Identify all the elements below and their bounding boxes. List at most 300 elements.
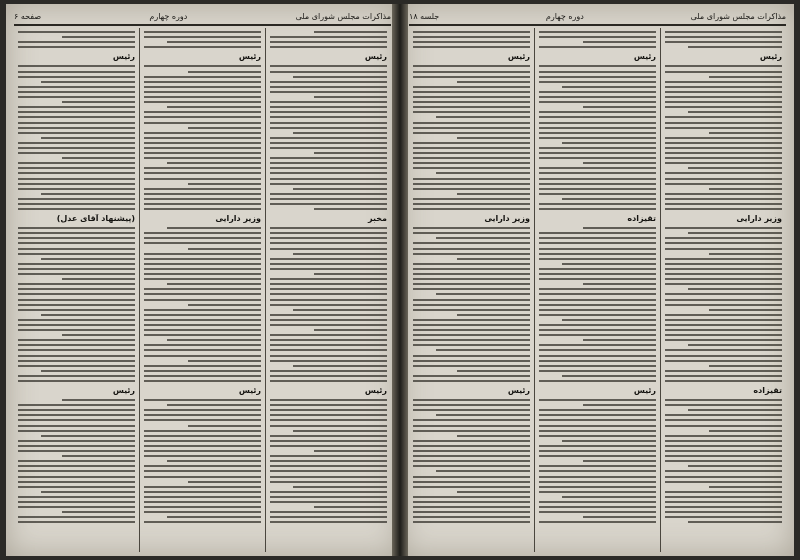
text-line — [413, 232, 530, 234]
text-line — [62, 455, 135, 457]
text-line — [665, 31, 782, 33]
text-line — [293, 253, 387, 255]
text-line — [144, 142, 261, 144]
text-line — [413, 41, 530, 43]
text-line — [665, 203, 782, 205]
text-line — [144, 344, 261, 346]
text-line — [539, 46, 656, 48]
text-line — [41, 81, 135, 83]
text-line — [18, 409, 135, 411]
text-line — [413, 208, 530, 210]
text-line — [539, 450, 656, 452]
text-line — [413, 334, 530, 336]
text-line — [18, 96, 135, 98]
text-line — [413, 419, 530, 421]
text-line — [539, 476, 656, 478]
text-line — [665, 481, 782, 483]
text-line — [270, 268, 387, 270]
text-line — [413, 203, 530, 205]
text-line — [18, 445, 135, 447]
text-line — [436, 116, 530, 118]
text-line — [665, 476, 782, 478]
text-line — [144, 232, 261, 234]
left-page — [6, 4, 400, 556]
text-line — [314, 152, 387, 154]
text-line — [144, 122, 261, 124]
text-line — [270, 183, 387, 185]
text-line — [665, 122, 782, 124]
text-line — [18, 299, 135, 301]
text-line — [413, 242, 530, 244]
text-line — [144, 370, 261, 372]
text-line — [665, 106, 782, 108]
text-line — [583, 162, 656, 164]
text-line — [413, 101, 530, 103]
text-line — [270, 283, 387, 285]
column-heading: تقیزاده — [753, 386, 782, 395]
text-line — [62, 278, 135, 280]
text-line — [167, 162, 261, 164]
text-line — [539, 116, 656, 118]
text-line — [270, 299, 387, 301]
text-line — [539, 486, 656, 488]
text-line — [18, 65, 135, 67]
text-line — [665, 516, 782, 518]
text-line — [144, 36, 261, 38]
right-page — [400, 4, 794, 556]
text-line — [270, 419, 387, 421]
text-line — [18, 46, 135, 48]
text-line — [270, 481, 387, 483]
text-line — [18, 476, 135, 478]
text-line — [18, 152, 135, 154]
text-line — [539, 288, 656, 290]
text-line — [270, 435, 387, 437]
text-line — [270, 409, 387, 411]
text-line — [293, 188, 387, 190]
text-line — [539, 183, 656, 185]
text-line — [18, 232, 135, 234]
text-line — [18, 41, 135, 43]
text-line — [539, 329, 656, 331]
text-line — [665, 375, 782, 377]
text-line — [539, 81, 656, 83]
text-line — [413, 465, 530, 467]
text-line — [144, 375, 261, 377]
left-page-header — [14, 10, 391, 26]
text-line — [18, 91, 135, 93]
text-line — [709, 486, 782, 488]
text-line — [270, 172, 387, 174]
text-line — [18, 419, 135, 421]
text-line — [583, 516, 656, 518]
text-line — [18, 481, 135, 483]
text-line — [144, 288, 261, 290]
text-line — [144, 445, 261, 447]
text-line — [18, 227, 135, 229]
text-line — [539, 152, 656, 154]
text-line — [413, 355, 530, 357]
text-line — [18, 375, 135, 377]
text-line — [270, 339, 387, 341]
text-line — [188, 425, 261, 427]
text-line — [709, 309, 782, 311]
column-heading: رئیس — [112, 386, 135, 395]
text-line — [18, 414, 135, 416]
text-line — [270, 516, 387, 518]
text-line — [539, 232, 656, 234]
text-line — [144, 511, 261, 513]
text-line — [665, 314, 782, 316]
text-line — [188, 127, 261, 129]
left-header-right: مذاکرات مجلس شورای ملی — [295, 11, 391, 21]
text-line — [413, 409, 530, 411]
text-line — [270, 349, 387, 351]
text-line — [539, 511, 656, 513]
text-line — [413, 501, 530, 503]
text-line — [539, 409, 656, 411]
text-line — [413, 304, 530, 306]
text-line — [188, 71, 261, 73]
text-line — [562, 86, 656, 88]
text-line — [665, 455, 782, 457]
text-line — [562, 198, 656, 200]
text-line — [665, 248, 782, 250]
text-line — [41, 435, 135, 437]
text-line — [167, 339, 261, 341]
text-line — [665, 157, 782, 159]
text-line — [62, 157, 135, 159]
text-line — [539, 172, 656, 174]
text-line — [62, 101, 135, 103]
text-line — [144, 242, 261, 244]
text-line — [562, 142, 656, 144]
text-line — [539, 268, 656, 270]
text-line — [665, 501, 782, 503]
text-line — [18, 116, 135, 118]
text-line — [539, 501, 656, 503]
column-heading: رئیس — [112, 52, 135, 62]
text-line — [188, 360, 261, 362]
text-line — [413, 476, 530, 478]
text-line — [688, 288, 782, 290]
text-line — [413, 299, 530, 301]
text-line — [413, 31, 530, 33]
left-header-center: دوره چهارم — [149, 11, 188, 21]
text-line — [270, 162, 387, 164]
text-line — [144, 399, 261, 401]
text-line — [665, 445, 782, 447]
text-line — [270, 147, 387, 149]
text-line — [62, 399, 135, 401]
text-line — [62, 334, 135, 336]
text-line — [144, 278, 261, 280]
text-line — [709, 132, 782, 134]
text-line — [314, 31, 387, 33]
text-line — [144, 355, 261, 357]
text-line — [270, 41, 387, 43]
text-line — [665, 71, 782, 73]
text-line — [539, 273, 656, 275]
text-line — [665, 355, 782, 357]
text-line — [144, 293, 261, 295]
text-line — [144, 157, 261, 159]
text-line — [293, 486, 387, 488]
text-line — [293, 132, 387, 134]
text-line — [413, 106, 530, 108]
text-line — [270, 501, 387, 503]
text-line — [18, 319, 135, 321]
text-line — [539, 258, 656, 260]
text-line — [270, 258, 387, 260]
text-line — [167, 41, 261, 43]
text-line — [18, 304, 135, 306]
text-line — [583, 106, 656, 108]
text-line — [144, 329, 261, 331]
text-line — [270, 293, 387, 295]
text-line — [314, 96, 387, 98]
text-line — [665, 414, 782, 416]
text-line — [314, 329, 387, 331]
text-line — [144, 496, 261, 498]
text-line — [583, 460, 656, 462]
column-heading: رئیس — [238, 52, 261, 62]
text-line — [18, 86, 135, 88]
text-line — [167, 283, 261, 285]
text-line — [413, 404, 530, 406]
text-line — [62, 511, 135, 513]
text-line — [18, 293, 135, 295]
text-line — [413, 450, 530, 452]
text-line — [144, 414, 261, 416]
text-line — [270, 106, 387, 108]
text-line — [665, 263, 782, 265]
text-line — [413, 36, 530, 38]
text-line — [144, 258, 261, 260]
text-line — [539, 380, 656, 382]
text-line — [539, 344, 656, 346]
column-heading: تقیزاده — [627, 214, 656, 224]
text-line — [144, 172, 261, 174]
text-line — [293, 365, 387, 367]
text-line — [583, 283, 656, 285]
text-line — [18, 172, 135, 174]
text-line — [144, 309, 261, 311]
text-line — [413, 445, 530, 447]
text-line — [665, 152, 782, 154]
text-line — [413, 329, 530, 331]
text-line — [18, 360, 135, 362]
text-line — [665, 96, 782, 98]
text-line — [665, 511, 782, 513]
text-line — [413, 248, 530, 250]
text-line — [270, 470, 387, 472]
text-line — [270, 116, 387, 118]
text-line — [18, 253, 135, 255]
text-line — [41, 137, 135, 139]
column-heading: رئیس — [364, 386, 387, 395]
text-line — [665, 506, 782, 508]
text-line — [665, 258, 782, 260]
text-line — [270, 491, 387, 493]
text-line — [665, 419, 782, 421]
text-line — [144, 465, 261, 467]
text-line — [665, 278, 782, 280]
text-line — [188, 183, 261, 185]
text-line — [413, 111, 530, 113]
text-line — [314, 450, 387, 452]
text-line — [665, 208, 782, 210]
text-line — [665, 349, 782, 351]
text-line — [539, 237, 656, 239]
text-line — [18, 506, 135, 508]
text-line — [665, 81, 782, 83]
text-line — [413, 127, 530, 129]
text-line — [688, 111, 782, 113]
text-line — [665, 334, 782, 336]
text-line — [144, 501, 261, 503]
text-line — [583, 404, 656, 406]
text-line — [270, 137, 387, 139]
text-line — [539, 314, 656, 316]
text-line — [539, 435, 656, 437]
text-line — [18, 268, 135, 270]
text-line — [144, 435, 261, 437]
text-line — [270, 511, 387, 513]
text-line — [270, 198, 387, 200]
text-line — [539, 419, 656, 421]
text-line — [539, 157, 656, 159]
column-heading: وزیر دارایی — [736, 214, 782, 224]
text-line — [270, 242, 387, 244]
text-line — [270, 71, 387, 73]
text-line — [144, 132, 261, 134]
text-line — [188, 481, 261, 483]
text-line — [144, 324, 261, 326]
text-line — [413, 288, 530, 290]
text-line — [18, 288, 135, 290]
text-line — [539, 309, 656, 311]
text-line — [144, 147, 261, 149]
text-line — [413, 360, 530, 362]
text-line — [457, 193, 530, 195]
text-line — [665, 440, 782, 442]
text-line — [539, 36, 656, 38]
text-line — [144, 349, 261, 351]
text-line — [665, 404, 782, 406]
text-line — [539, 193, 656, 195]
text-line — [270, 476, 387, 478]
text-line — [270, 344, 387, 346]
text-line — [270, 81, 387, 83]
text-line — [539, 470, 656, 472]
text-line — [270, 455, 387, 457]
text-line — [270, 334, 387, 336]
text-line — [314, 208, 387, 210]
text-line — [167, 106, 261, 108]
text-line — [18, 76, 135, 78]
text-line — [270, 86, 387, 88]
text-line — [539, 127, 656, 129]
text-line — [144, 263, 261, 265]
text-line — [18, 147, 135, 149]
text-line — [413, 506, 530, 508]
text-line — [270, 167, 387, 169]
text-line — [665, 101, 782, 103]
text-line — [18, 127, 135, 129]
text-line — [688, 409, 782, 411]
text-line — [709, 430, 782, 432]
text-line — [144, 314, 261, 316]
text-line — [665, 172, 782, 174]
text-line — [270, 425, 387, 427]
text-line — [167, 404, 261, 406]
text-line — [18, 167, 135, 169]
text-line — [665, 183, 782, 185]
text-line — [144, 380, 261, 382]
text-line — [413, 481, 530, 483]
text-line — [144, 486, 261, 488]
text-line — [583, 339, 656, 341]
text-line — [457, 137, 530, 139]
left-header-left: صفحه ۶ — [14, 11, 42, 21]
text-line — [270, 193, 387, 195]
text-line — [270, 460, 387, 462]
text-line — [539, 304, 656, 306]
text-line — [665, 116, 782, 118]
text-line — [270, 111, 387, 113]
text-line — [665, 283, 782, 285]
text-line — [665, 65, 782, 67]
text-line — [144, 178, 261, 180]
text-line — [270, 370, 387, 372]
text-line — [665, 227, 782, 229]
text-line — [144, 86, 261, 88]
text-line — [665, 435, 782, 437]
text-line — [539, 455, 656, 457]
text-line — [18, 162, 135, 164]
text-line — [413, 365, 530, 367]
text-line — [413, 157, 530, 159]
text-line — [270, 278, 387, 280]
text-line — [688, 465, 782, 467]
text-line — [144, 208, 261, 210]
text-line — [539, 370, 656, 372]
text-line — [144, 152, 261, 154]
text-line — [665, 299, 782, 301]
text-line — [436, 414, 530, 416]
text-line — [539, 360, 656, 362]
text-line — [539, 137, 656, 139]
text-line — [665, 41, 782, 43]
text-line — [270, 360, 387, 362]
text-line — [413, 339, 530, 341]
right-column-3 — [409, 28, 534, 552]
text-line — [457, 435, 530, 437]
text-line — [18, 430, 135, 432]
text-line — [144, 521, 261, 523]
text-line — [18, 188, 135, 190]
text-line — [18, 339, 135, 341]
text-line — [270, 440, 387, 442]
text-line — [665, 324, 782, 326]
text-line — [539, 465, 656, 467]
text-line — [413, 91, 530, 93]
left-column-3 — [14, 28, 139, 552]
text-line — [413, 425, 530, 427]
text-line — [270, 314, 387, 316]
left-column-1 — [265, 28, 391, 552]
